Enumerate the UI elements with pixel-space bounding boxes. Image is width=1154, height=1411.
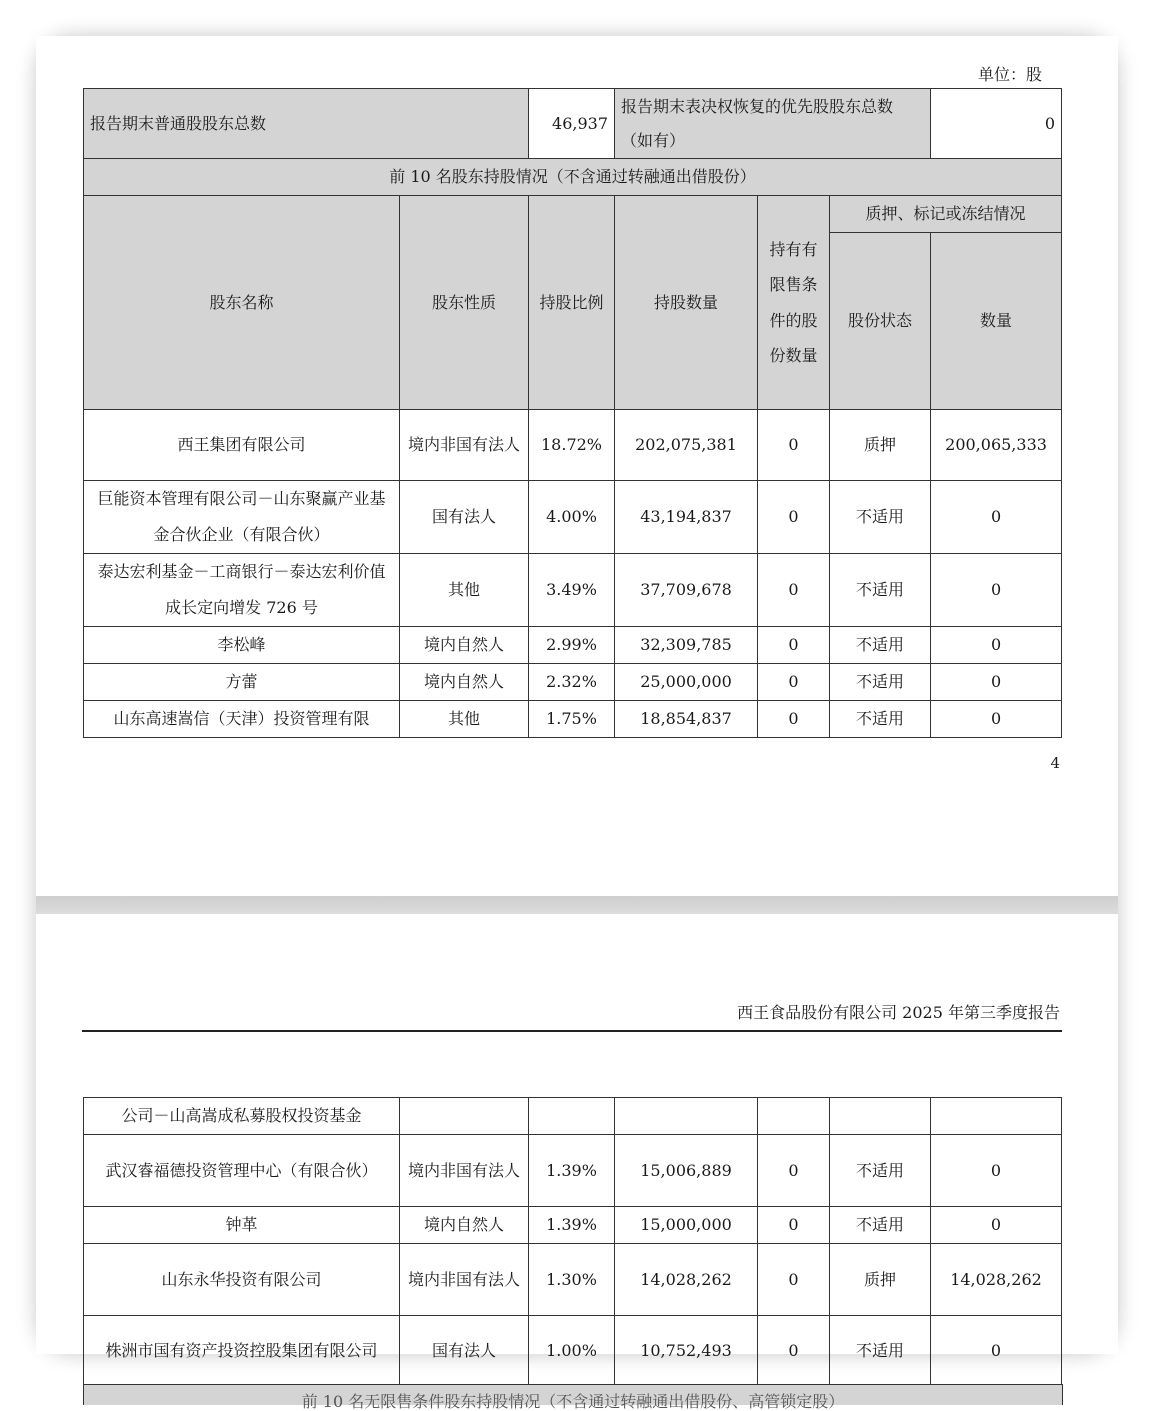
cell-amount: 0 — [931, 627, 1062, 664]
cell-name: 武汉睿福德投资管理中心（有限合伙） — [84, 1135, 400, 1207]
table-row — [84, 410, 1062, 481]
cell-ratio: 1.30% — [529, 1244, 615, 1316]
cell-restricted: 0 — [758, 1316, 830, 1387]
top10-title-row — [84, 159, 1062, 196]
cell-name: 公司－山高嵩成私募股权投资基金 — [84, 1098, 400, 1135]
cell-status: 质押 — [830, 1244, 931, 1316]
cell-ratio: 1.00% — [529, 1316, 615, 1387]
col-header-amount: 数量 — [931, 233, 1062, 410]
document-viewer — [36, 36, 1118, 1411]
cell-status: 不适用 — [830, 1207, 931, 1244]
cell-name: 泰达宏利基金－工商银行－泰达宏利价值成长定向增发 726 号 — [84, 554, 400, 627]
common-shareholders-value: 46,937 — [529, 89, 615, 159]
cell-status: 不适用 — [830, 1135, 931, 1207]
table-row — [84, 1207, 1062, 1244]
col-header-nature: 股东性质 — [400, 196, 529, 410]
shareholder-table — [83, 88, 1062, 738]
cell-quantity: 18,854,837 — [615, 701, 758, 738]
cell-nature: 境内自然人 — [400, 627, 529, 664]
cell-status: 不适用 — [830, 701, 931, 738]
cell-quantity: 43,194,837 — [615, 481, 758, 554]
cell-amount — [931, 1098, 1062, 1135]
cell-name: 山东永华投资有限公司 — [84, 1244, 400, 1316]
cell-nature: 境内非国有法人 — [400, 1135, 529, 1207]
cell-nature: 国有法人 — [400, 481, 529, 554]
table-row — [84, 481, 1062, 554]
page-gap — [36, 896, 1118, 914]
cell-restricted: 0 — [758, 1135, 830, 1207]
cell-ratio: 1.39% — [529, 1207, 615, 1244]
page-2 — [36, 914, 1118, 1411]
cell-nature: 境内非国有法人 — [400, 1244, 529, 1316]
cell-name: 巨能资本管理有限公司－山东聚赢产业基金合伙企业（有限合伙） — [84, 481, 400, 554]
unit-label: 单位：股 — [977, 65, 1042, 84]
preferred-shareholders-value: 0 — [931, 89, 1062, 159]
top10-title: 前 10 名股东持股情况（不含通过转融通出借股份） — [84, 159, 1062, 196]
cell-nature — [400, 1098, 529, 1135]
table-row-continuation — [84, 1098, 1062, 1135]
cell-amount: 0 — [931, 664, 1062, 701]
cell-restricted: 0 — [758, 1244, 830, 1316]
cell-restricted: 0 — [758, 1207, 830, 1244]
cell-amount: 0 — [931, 481, 1062, 554]
cell-nature: 其他 — [400, 554, 529, 627]
page-1 — [36, 36, 1118, 896]
common-shareholders-label: 报告期末普通股股东总数 — [84, 89, 529, 159]
cell-quantity: 15,000,000 — [615, 1207, 758, 1244]
col-header-restricted: 持有有限售条件的股份数量 — [758, 196, 830, 410]
cell-restricted: 0 — [758, 410, 830, 481]
table-row — [84, 554, 1062, 627]
cell-ratio: 4.00% — [529, 481, 615, 554]
cell-amount: 0 — [931, 554, 1062, 627]
table-row — [84, 1135, 1062, 1207]
cell-ratio: 1.39% — [529, 1135, 615, 1207]
cell-name: 西王集团有限公司 — [84, 410, 400, 481]
cell-nature: 其他 — [400, 701, 529, 738]
header-row-1 — [84, 196, 1062, 233]
cell-nature: 境内非国有法人 — [400, 410, 529, 481]
cell-quantity: 25,000,000 — [615, 664, 758, 701]
cell-quantity: 10,752,493 — [615, 1316, 758, 1387]
cell-name: 株洲市国有资产投资控股集团有限公司 — [84, 1316, 400, 1387]
col-header-name: 股东名称 — [84, 196, 400, 410]
col-header-status: 股份状态 — [830, 233, 931, 410]
cell-nature: 境内自然人 — [400, 1207, 529, 1244]
shareholder-table-continued — [83, 1097, 1062, 1387]
cell-name: 钟革 — [84, 1207, 400, 1244]
cell-amount: 0 — [931, 1316, 1062, 1387]
cell-amount: 0 — [931, 701, 1062, 738]
cell-restricted: 0 — [758, 554, 830, 627]
cell-amount: 14,028,262 — [931, 1244, 1062, 1316]
col-header-ratio: 持股比例 — [529, 196, 615, 410]
cell-status: 不适用 — [830, 1316, 931, 1387]
cell-amount: 0 — [931, 1135, 1062, 1207]
cell-status: 质押 — [830, 410, 931, 481]
report-header: 西王食品股份有限公司 2025 年第三季度报告 — [737, 1003, 1060, 1022]
col-header-pledge-group: 质押、标记或冻结情况 — [830, 196, 1062, 233]
cell-nature: 国有法人 — [400, 1316, 529, 1387]
table-row — [84, 701, 1062, 738]
col-header-quantity: 持股数量 — [615, 196, 758, 410]
cell-ratio: 1.75% — [529, 701, 615, 738]
cell-restricted: 0 — [758, 701, 830, 738]
cell-quantity: 15,006,889 — [615, 1135, 758, 1207]
cell-restricted: 0 — [758, 664, 830, 701]
page-number: 4 — [1050, 754, 1060, 772]
cell-name: 山东高速嵩信（天津）投资管理有限 — [84, 701, 400, 738]
summary-row — [84, 89, 1062, 159]
cell-ratio: 2.99% — [529, 627, 615, 664]
table-row — [84, 1316, 1062, 1387]
cell-restricted: 0 — [758, 481, 830, 554]
cell-nature: 境内自然人 — [400, 664, 529, 701]
cell-status: 不适用 — [830, 481, 931, 554]
cell-status: 不适用 — [830, 554, 931, 627]
table-row — [84, 664, 1062, 701]
cell-ratio — [529, 1098, 615, 1135]
cell-name: 方蕾 — [84, 664, 400, 701]
cell-amount: 200,065,333 — [931, 410, 1062, 481]
cell-quantity — [615, 1098, 758, 1135]
cell-quantity: 32,309,785 — [615, 627, 758, 664]
cell-quantity: 14,028,262 — [615, 1244, 758, 1316]
cell-status: 不适用 — [830, 627, 931, 664]
cell-status: 不适用 — [830, 664, 931, 701]
cell-ratio: 18.72% — [529, 410, 615, 481]
table-row — [84, 627, 1062, 664]
cell-amount: 0 — [931, 1207, 1062, 1244]
cell-name: 李松峰 — [84, 627, 400, 664]
cell-ratio: 2.32% — [529, 664, 615, 701]
cell-quantity: 202,075,381 — [615, 410, 758, 481]
preferred-shareholders-label: 报告期末表决权恢复的优先股股东总数（如有） — [615, 89, 931, 159]
cell-restricted: 0 — [758, 627, 830, 664]
header-rule — [82, 1030, 1062, 1032]
next-section-title-row — [83, 1384, 1063, 1411]
cell-restricted — [758, 1098, 830, 1135]
cell-status — [830, 1098, 931, 1135]
next-section-title: 前 10 名无限售条件股东持股情况（不含通过转融通出借股份、高管锁定股） — [301, 1392, 845, 1411]
cell-ratio: 3.49% — [529, 554, 615, 627]
cell-quantity: 37,709,678 — [615, 554, 758, 627]
table-row — [84, 1244, 1062, 1316]
